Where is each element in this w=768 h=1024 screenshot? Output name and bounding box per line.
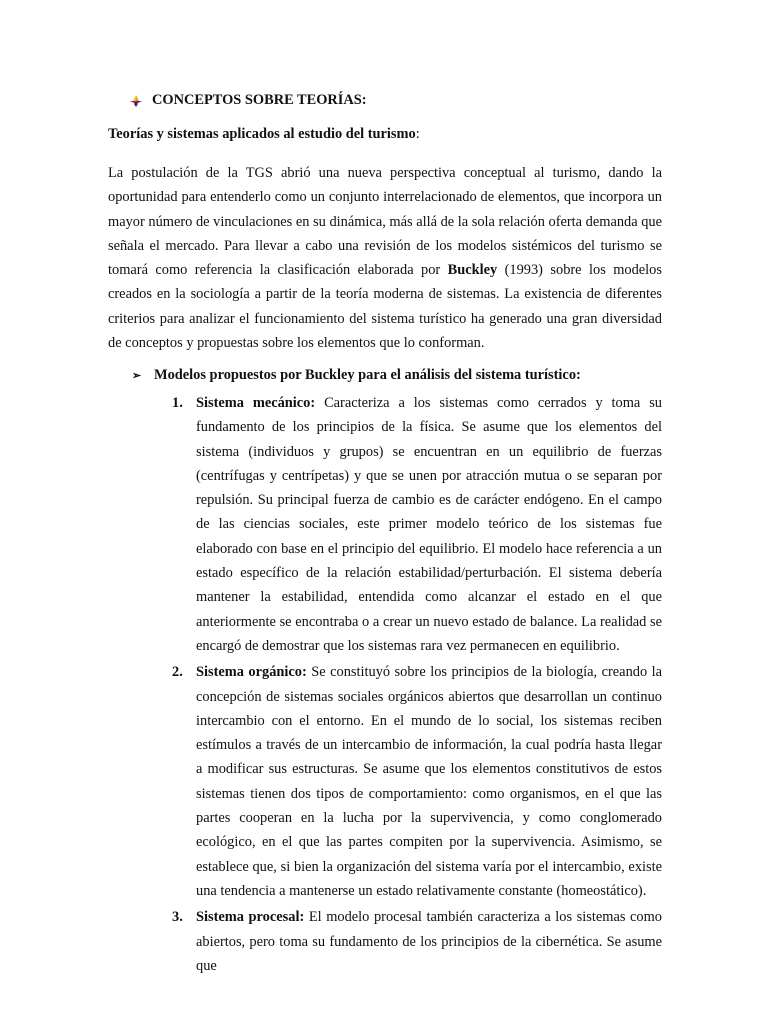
arrowhead-bullet-icon: ➢ [132,370,142,382]
list-item [172,391,662,658]
models-heading-text: Modelos propuestos por Buckley para el análisis del sistema turístico: [154,367,581,383]
subheading [108,126,420,143]
list-item-term: Sistema mecánico: [196,395,316,411]
models-heading [132,367,581,384]
list-item [172,905,662,978]
section-heading [128,92,367,109]
list-item-term: Sistema orgánico: [196,664,307,681]
list-item-text: El modelo procesal también caracteriza a los sistemas como abiertos, pero toma su fundamento de los principios de la cibernética. Se asume que [196,909,663,974]
list-item-number: 2. [172,664,183,681]
intro-paragraph [108,161,662,355]
intro-text-part1: La postulación de la TGS abrió una nueva perspectiva conceptual al turismo, dando la oportunidad para entenderlo como un conjunto interrelacionado de elementos, que incorpora un mayor número de vinculaciones en su dinámica, más allá de la sola relación oferta demanda que señala el mercado. Para llevar a cabo una revisión de los modelos sistémicos del turismo se tomará como referencia la clasificación elaborada por [108,165,662,279]
colored-diamond-bullet-icon [128,94,144,108]
subheading-text: Teorías y sistemas aplicados al estudio del turismo [108,126,416,142]
list-item-text: Se constituyó sobre los principios de la biología, creando la concepción de sistemas sociales orgánicos abiertos que desarrollan un continuo intercambio con el entorno. En el mundo de lo social, los sistemas reciben estímulos a través de un intercambio de información, la cual podría hasta llegar a modificar sus estructuras. Se asume que los elementos constitutivos de estos sistemas tienen dos tipos de comportamiento: como organismos, en el que las partes cooperan en la lucha por la supervivencia, y como conglomerado ecológico, en el que las partes compiten por la supervivencia. Asimismo, se establece que, si bien la organización del sistema varía por el intercambio, existe una tendencia a mantenerse un estado relativamente constante (homeostático). [196,664,663,899]
list-item [172,660,662,903]
section-heading-text: CONCEPTOS SOBRE TEORÍAS: [152,92,367,108]
intro-text-part2: (1993) sobre los modelos creados en la sociología a partir de la teoría moderna de sistemas. La existencia de diferentes criterios para analizar el funcionamiento del sistema turístico ha generado una gran diversidad de conceptos y propuestas sobre los elementos que lo conforman. [108,262,662,352]
intro-author: Buckley [447,262,498,279]
list-item-number: 3. [172,909,183,926]
list-item-term: Sistema procesal: [196,909,305,926]
models-list [172,391,662,980]
list-item-text: Caracteriza a los sistemas como cerrados y toma su fundamento de los principios de la física. Se asume que los elementos del sistema (individuos y grupos) se encuentran en un equilibrio de fuerzas (centrífugas y centrípetas) y que se unen por atracción mutua o se separan por repulsión. Su principal fuerza de cambio es de carácter endógeno. En el campo de las ciencias sociales, este primer modelo teórico de los sistemas fue elaborado con base en el principio del equilibrio. El modelo hace referencia a un estado específico de la relación estabilidad/perturbación. El sistema debería mantener la estabilidad, entendida como alcanzar el estado en el que anteriormente se encontraba o a crear un nuevo estado de balance. La realidad se encargó de demostrar que los sistemas rara vez permanecen en equilibrio. [196,395,662,654]
list-item-number: 1. [172,395,183,411]
subheading-colon: : [415,126,420,142]
